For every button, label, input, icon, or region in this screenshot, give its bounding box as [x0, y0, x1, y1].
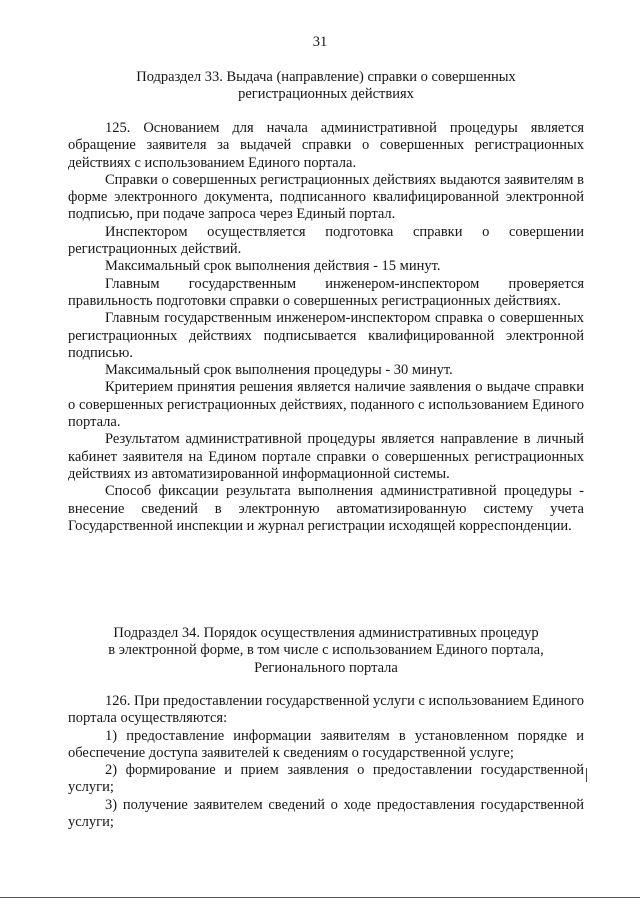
- paragraph: Максимальный срок выполнения действия - 15 минут.: [105, 258, 441, 275]
- list-item: 2) формирование и прием заявления о предоставлении государственной услуги;: [68, 762, 584, 796]
- list-item: 3) получение заявителем сведений о ходе предоставления государственной услуги;: [68, 796, 584, 831]
- scan-mark: [586, 768, 587, 782]
- section-34-heading: [68, 625, 584, 677]
- paragraph-126: 126. При предоставлении государственной услуги с использованием Единого портала осуществляются:: [68, 693, 584, 727]
- section-33-heading: [68, 69, 584, 104]
- section-33-heading-line: регистрационных действиях: [238, 86, 414, 103]
- paragraph: Главным государственным инженером-инспектором проверяется правильность подготовки справки о совершенных регистрационных действиях.: [68, 275, 584, 309]
- section-34-body: [68, 693, 584, 831]
- paragraph: Максимальный срок выполнения процедуры - 30 минут.: [105, 362, 453, 379]
- section-34-heading-line: Регионального портала: [254, 659, 398, 676]
- section-33-heading-line: Подраздел 33. Выдача (направление) справки о совершенных: [136, 69, 516, 85]
- section-33-body: [68, 120, 584, 535]
- paragraph: Главным государственным инженером-инспектором справка о совершенных регистрационных действиях подписывается квалифицированной электронной подписью.: [68, 310, 584, 361]
- paragraph: Способ фиксации результата выполнения административной процедуры - внесение сведений в электронную автоматизированную систему учета Государственной инспекции и журнал регистрации исходящей корреспонденции.: [68, 483, 584, 534]
- section-34-heading-line: Подраздел 34. Порядок осуществления административных процедур: [113, 625, 539, 641]
- paragraph: Справки о совершенных регистрационных действиях выдаются заявителям в форме электронного документа, подписанного квалифицированной электронной подписью, при подаче запроса через Единый портал.: [68, 171, 584, 223]
- section-34-heading-line: в электронной форме, в том числе с использованием Единого портала,: [108, 642, 544, 659]
- paragraph: Критерием принятия решения является наличие заявления о выдаче справки о совершенных регистрационных действиях, поданного с использованием Единого портала.: [68, 379, 584, 431]
- scan-edge-line: [0, 897, 640, 898]
- paragraph: Результатом административной процедуры является направление в личный кабинет заявителя на Едином портале справки о совершенных регистрационных действиях из автоматизированной информационной системы.: [68, 431, 584, 482]
- paragraph-125: 125. Основанием для начала административной процедуры является обращение заявителя за выдачей справки о совершенных регистрационных действиях с использованием Единого портала.: [68, 120, 584, 171]
- page-number: 31: [312, 34, 328, 50]
- paragraph: Инспектором осуществляется подготовка справки о совершении регистрационных действий.: [68, 223, 584, 258]
- list-item: 1) предоставление информации заявителям в установленном порядке и обеспечение доступа заявителей к сведениям о государственной услуге;: [68, 727, 584, 761]
